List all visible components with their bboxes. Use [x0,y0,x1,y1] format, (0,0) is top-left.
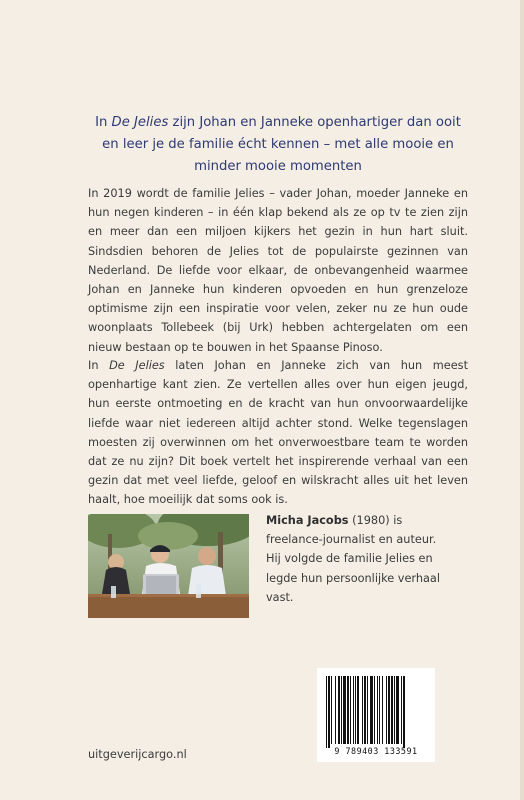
publisher-website: uitgeverijcargo.nl [88,748,187,761]
cover-edge [520,0,524,800]
intro-lead: In [95,115,112,130]
isbn-number: 9 789403 133591 [334,746,418,756]
paragraph2-title: De Jelies [109,359,165,372]
intro-title: De Jelies [111,115,169,130]
intro-rest: zijn Johan en Janneke openhartiger dan ooit en leer je de familie écht kennen – met alle mooie en minder mooie momenten [102,115,461,174]
author-photo-illustration [88,514,249,618]
paragraph2-rest: laten Johan en Janneke zich van hun meest openhartige kant zien. Ze vertellen alles over hun eigen jeugd, hun eerste ontmoeting en de kracht van hun onvoorwaardelijke liefde waar niet iedereen altijd achter stond. Welke tegenslagen moesten zij overwinnen om het onverwoestbare team te worden dat ze nu zijn? Dit boek vertelt het inspirerende verhaal van een gezin dat met veel liefde, geloof en wilskracht alles uit het leven haalt, hoe moeilijk dat soms ook is. [88,359,468,507]
intro-blurb [88,112,468,178]
author-bio-text: (1980) is freelance-journalist en auteur. Hij volgde de familie Jelies en legde hun persoonlijke verhaal vast. [266,514,440,604]
description-paragraph-2 [88,356,468,510]
paragraph2-lead: In [88,359,110,372]
author-name: Micha Jacobs [266,514,349,527]
author-photo [88,514,249,618]
author-bio [266,511,446,607]
description-paragraph-1: In 2019 wordt de familie Jelies – vader Johan, moeder Janneke en hun negen kinderen – in één klap bekend als ze op tv te zien zijn en meer dan een miljoen kijkers het gezin in hun hart sluit. Sindsdien behoren de Jelies tot de populairste gezinnen van Nederland. De liefde voor elkaar, de onbevangenheid waarmee Johan en Janneke hun kinderen opvoeden en hun grenzeloze optimisme zijn een inspiratie voor velen, zeker nu ze hun oude woonplaats Tollebeek (bij Urk) hebben achtergelaten om een nieuw bestaan op te bouwen in het Spaanse Pinoso. [88,187,468,354]
